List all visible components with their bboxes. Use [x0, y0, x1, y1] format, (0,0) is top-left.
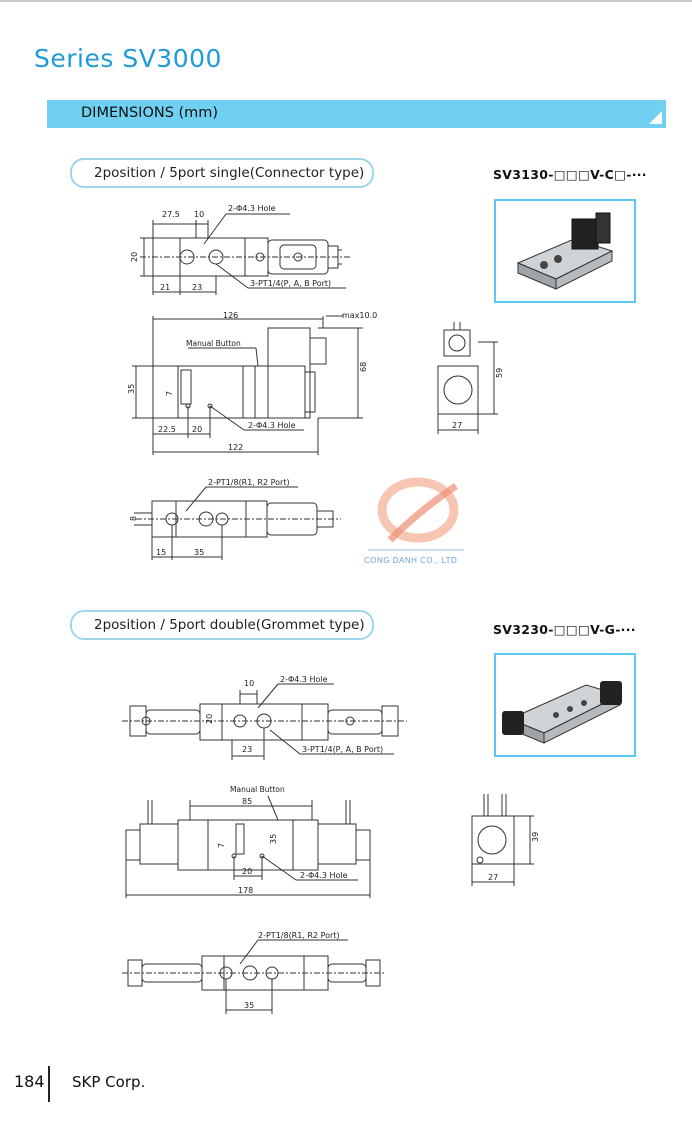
- section-bar: [47, 100, 666, 128]
- single-front-d68: 68: [359, 361, 368, 372]
- single-side-d27: 27: [452, 421, 463, 430]
- single-top-view: [120, 200, 360, 300]
- single-top-d21: 21: [160, 283, 171, 292]
- single-top-port: 3-PT1/4(P, A, B Port): [250, 279, 332, 288]
- double-model-code: SV3230-□□□V-G-···: [493, 622, 636, 637]
- single-bottom-d35: 35: [194, 548, 205, 557]
- section-title: DIMENSIONS (mm): [81, 105, 219, 121]
- single-top-d10: 10: [194, 210, 205, 219]
- series-title: Series SV3000: [34, 44, 222, 73]
- double-bottom-port: 2-PT1/8(R1, R2 Port): [258, 931, 340, 940]
- single-valve-photo-icon: [496, 201, 634, 301]
- double-side-view: [462, 792, 542, 892]
- single-front-d122: 122: [228, 443, 244, 452]
- single-bottom-port: 2-PT1/8(R1, R2 Port): [208, 478, 290, 487]
- single-front-max: max10.0: [342, 311, 378, 320]
- single-bottom-d8: 8: [129, 515, 138, 521]
- single-front-d35: 35: [127, 383, 136, 394]
- watermark-text: CONG DANH CO., LTD: [364, 556, 458, 565]
- single-top-d20: 20: [130, 251, 139, 262]
- single-top-hole: 2-Φ4.3 Hole: [228, 204, 276, 213]
- watermark-logo: [360, 470, 470, 570]
- double-top-d20: 20: [205, 713, 214, 724]
- double-front-d85: 85: [242, 797, 253, 806]
- single-front-d22-5: 22.5: [158, 425, 176, 434]
- watermark-logo-icon: [360, 470, 470, 560]
- single-top-d27-5: 27.5: [162, 210, 180, 219]
- double-front-d20: 20: [242, 867, 253, 876]
- single-heading-pill: 2position / 5port single(Connector type): [70, 158, 374, 188]
- company-name: SKP Corp.: [72, 1073, 146, 1091]
- single-bottom-view: [126, 475, 346, 565]
- single-top-d23: 23: [192, 283, 203, 292]
- double-valve-photo-icon: [496, 655, 634, 755]
- double-front-hole: 2-Φ4.3 Hole: [300, 871, 348, 880]
- single-front-d20: 20: [192, 425, 203, 434]
- double-front-d35: 35: [269, 833, 278, 844]
- double-top-d10: 10: [244, 679, 255, 688]
- corner-marker-icon: [649, 111, 662, 124]
- double-top-port: 3-PT1/4(P, A, B Port): [302, 745, 384, 754]
- single-front-manual: Manual Button: [186, 339, 241, 348]
- double-top-hole: 2-Φ4.3 Hole: [280, 675, 328, 684]
- double-bottom-d35: 35: [244, 1001, 255, 1010]
- single-front-view: [118, 310, 378, 460]
- double-top-view: [122, 672, 412, 762]
- double-front-manual: Manual Button: [230, 785, 285, 794]
- single-product-photo: [494, 199, 636, 303]
- single-front-hole: 2-Φ4.3 Hole: [248, 421, 296, 430]
- single-front-d126: 126: [223, 311, 239, 320]
- double-bottom-view: [122, 928, 392, 1018]
- single-model-code: SV3130-□□□V-C□-···: [493, 167, 647, 182]
- double-side-d39: 39: [531, 831, 540, 842]
- page-number: 184: [14, 1072, 45, 1091]
- double-top-d23: 23: [242, 745, 253, 754]
- single-bottom-d15: 15: [156, 548, 167, 557]
- double-front-view: [118, 782, 388, 902]
- double-front-d7: 7: [217, 842, 226, 848]
- double-product-photo: [494, 653, 636, 757]
- double-front-d178: 178: [238, 886, 254, 895]
- double-side-d27: 27: [488, 873, 499, 882]
- single-side-view: [428, 322, 508, 442]
- single-side-d59: 59: [495, 367, 504, 378]
- double-heading-pill: 2position / 5port double(Grommet type): [70, 610, 374, 640]
- single-front-d7: 7: [165, 390, 174, 396]
- footer-divider: [48, 1066, 50, 1102]
- top-rule: [0, 0, 692, 2]
